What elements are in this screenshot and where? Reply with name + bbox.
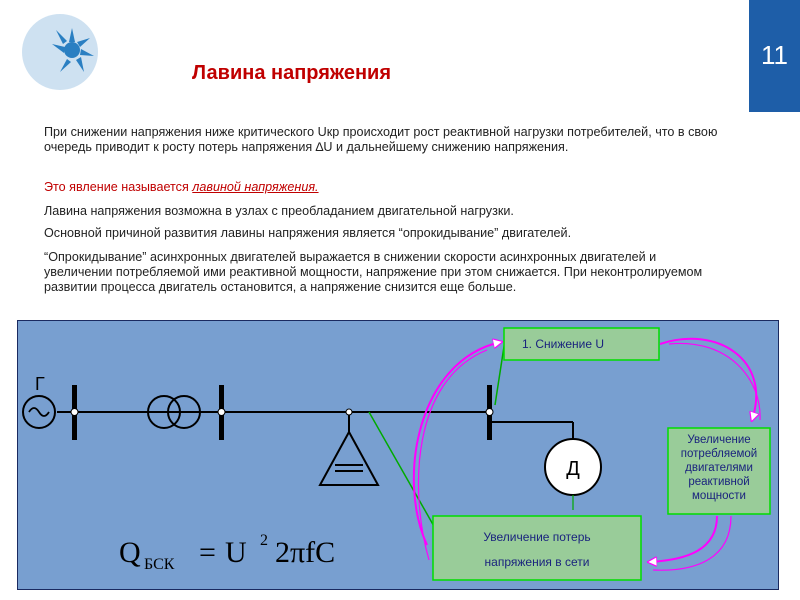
box-voltage-losses [433,516,641,580]
paragraph-2 [44,180,724,195]
formula-equals: = [199,536,216,569]
paragraph-1: При снижении напряжения ниже критического Uкр происходит рост реактивной нагрузки потребителей, что в свою очередь приводит к росту потерь напряжения ∆U и дальнейшему снижению напряжения. [44,125,718,154]
box-reactive-line-5: мощности [692,490,746,502]
box-reactive-line-1: Увеличение [687,434,751,446]
paragraph-2-prefix: Это явление называется [44,180,193,194]
box-reactive-line-2: потребляемой [680,448,758,460]
formula-rest: 2πfC [275,536,336,569]
slide-number: 11 [761,40,788,70]
circuit-diagram [17,320,779,590]
paragraph-3: Лавина напряжения возможна в узлах с преобладанием двигательной нагрузки. [44,204,514,218]
company-logo [0,0,110,110]
box-reactive-line-3: двигателями [685,462,753,474]
motor-label: Д [566,458,580,480]
box-voltage-drop-text: 1. Снижение U [522,337,605,351]
paragraph-5: “Опрокидывание” асинхронных двигателей выражается в снижении скорости асинхронных двигателей и увеличении потребляемой ими реактивной мощности, напряжение при этом снижается. При неконтролируемом развитии процесса двигатель остановится, а напряжение снизится еще больше. [44,250,703,294]
paragraph-2-term: лавиной напряжения. [192,180,319,194]
slide-title: Лавина напряжения [192,62,391,84]
box-losses-line-2: напряжения в сети [484,555,590,569]
generator-label: Г [35,374,45,394]
formula-u: U [225,536,247,569]
paragraph-4: Основной причиной развития лавины напряжения является “опрокидывание” двигателей. [44,226,572,240]
formula-q: Q [119,536,141,569]
box-losses-line-1: Увеличение потерь [483,530,591,544]
formula-exponent: 2 [260,532,268,549]
box-reactive-line-4: реактивной [688,476,750,488]
formula-subscript: БСК [144,556,175,573]
